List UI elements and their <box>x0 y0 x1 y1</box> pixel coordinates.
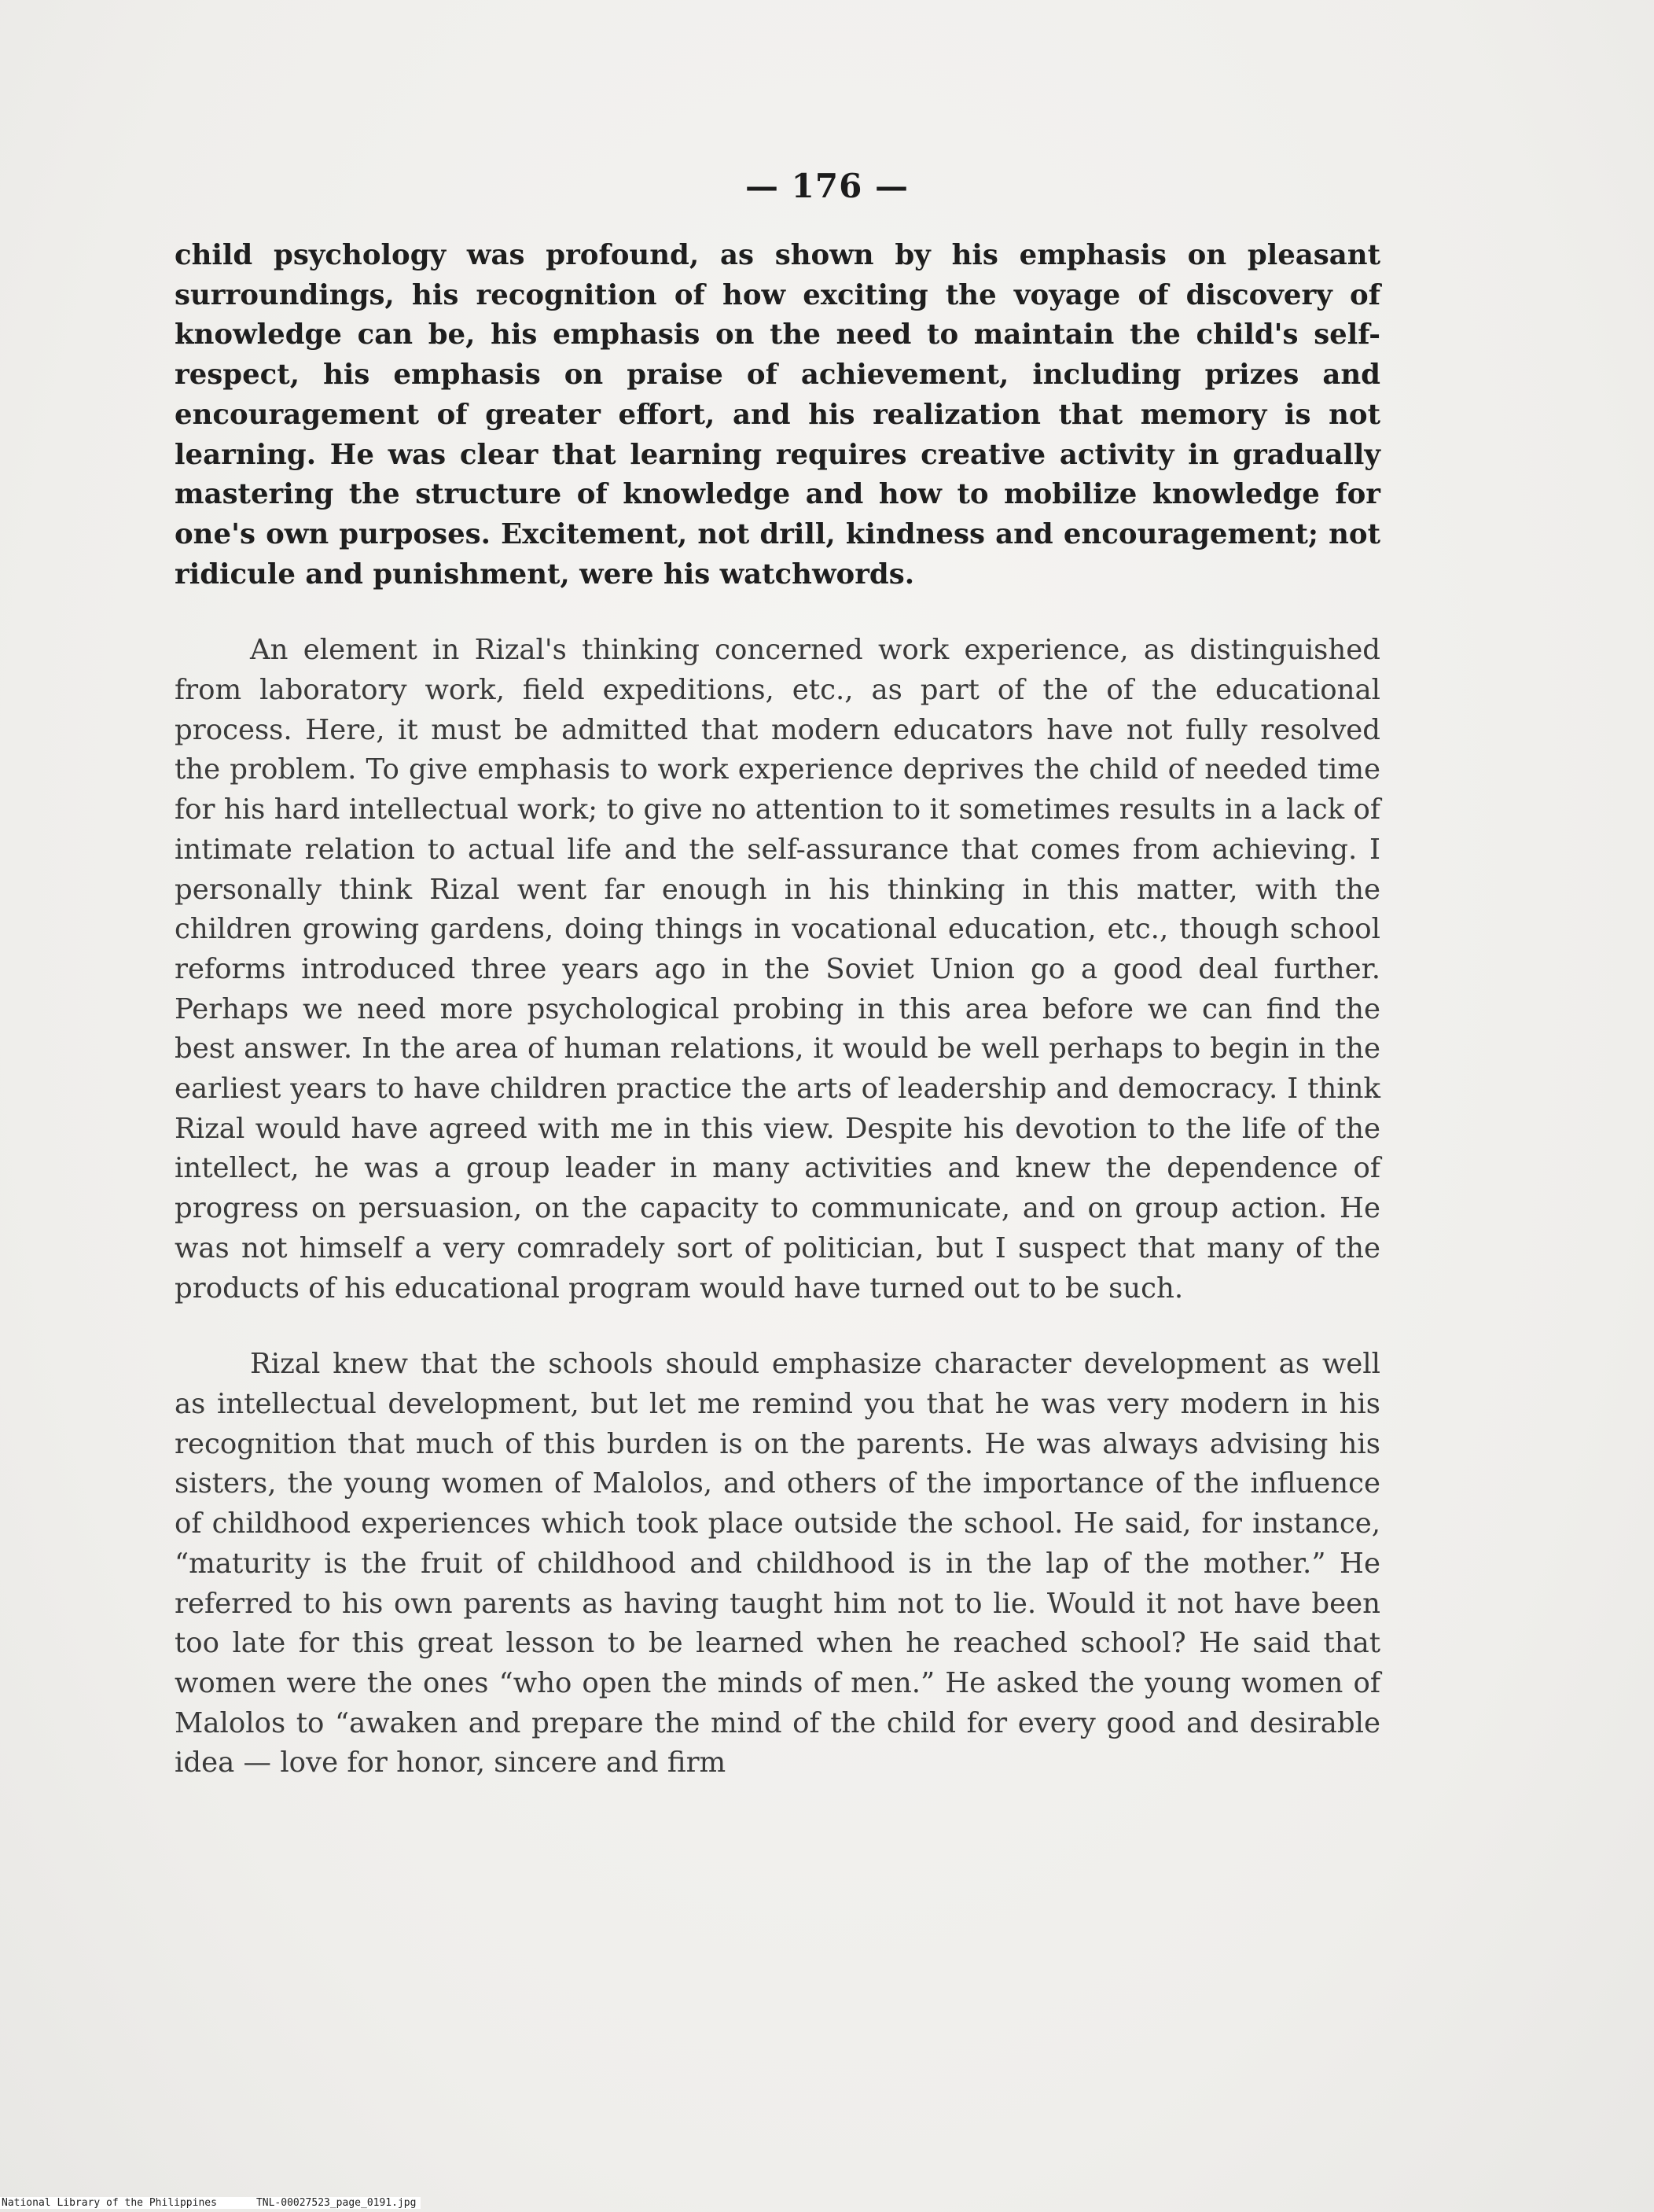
scan-filename: TNL-00027523_page_0191.jpg <box>255 2197 417 2209</box>
paragraph-3: Rizal knew that the schools should emphasize character development as well as intellectual development, but let me remind you that he was very modern in his recognition that much of this burden is on the parents. He was always advising his sisters, the young women of Malolos, and others of the importance of the influence of childhood experiences which took place outside the school. He said, for instance, “maturity is the fruit of childhood and childhood is in the lap of the mother.” He referred to his own parents as having taught him not to lie. Would it not have been too late for this great lesson to be learned when he reached school? He said that women were the ones “who open the minds of men.” He asked the young women of Malolos to “awaken and prepare the mind of the child for every good and desirable idea — love for honor, sincere and firm <box>175 1348 1380 1780</box>
paragraph-2: An element in Rizal's thinking concerned work experience, as distinguished from laboratory work, field expeditions, etc., as part of the of the educational process. Here, it must be admitted that modern educators have not fully resolved the problem. To give emphasis to work experience deprives the child of needed time for his hard intellectual work; to give no attention to it sometimes results in a lack of intimate relation to actual life and the self-assurance that comes from achieving. I personally think Rizal went far enough in his thinking in this matter, with the children growing gardens, doing things in vocational education, etc., though school reforms introduced three years ago in the Soviet Union go a good deal further. Perhaps we need more psychological probing in this area before we can find the best answer. In the area of human relations, it would be well perhaps to begin in the earliest years to have children practice the arts of leadership and democracy. I think Rizal would have agreed with me in this view. Despite his devotion to the life of the intellect, he was a group leader in many activities and knew the dependence of progress on persuasion, on the capacity to communicate, and on group action. He was not himself a very comradely sort of politician, but I suspect that many of the products of his educational program would have turned out to be such. <box>175 634 1380 1305</box>
scan-credit <box>0 2197 421 2209</box>
library-credit: National Library of the Philippines <box>2 2197 217 2209</box>
body-text <box>175 236 1380 1820</box>
page-number: — 176 — <box>745 167 909 205</box>
paragraph-1: child psychology was profound, as shown by his emphasis on pleasant surroundings, his recognition of how exciting the voyage of discovery of knowledge can be, his emphasis on the need to maintain the child's self-respect, his emphasis on praise of achievement, including prizes and encouragement of greater effort, and his realization that memory is not learning. He was clear that learning requires creative activity in gradually mastering the structure of knowledge and how to mobilize knowledge for one's own purposes. Excitement, not drill, kindness and encouragement; not ridicule and punishment, were his watchwords. <box>175 239 1380 591</box>
